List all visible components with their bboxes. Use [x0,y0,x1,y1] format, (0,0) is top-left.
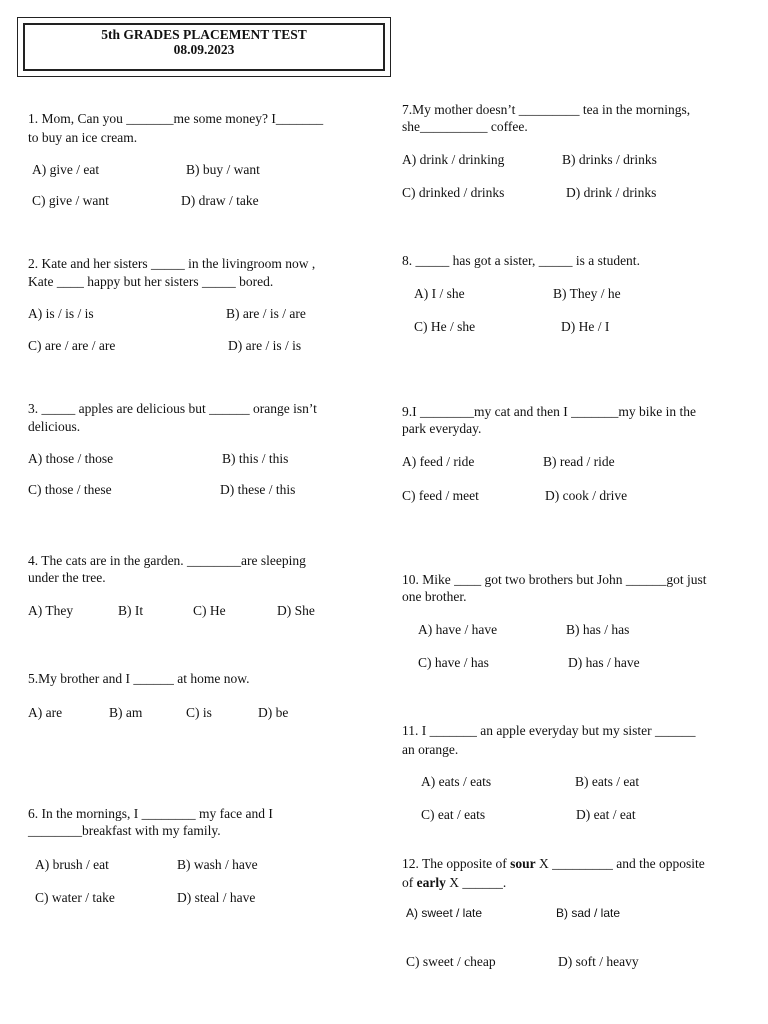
question-3-option-b: B) this / this [222,451,289,466]
question-5-option-d: D) be [258,705,289,720]
question-9-option-a: A) feed / ride [402,454,475,469]
question-12-text-b: X _________ and the opposite [535,856,705,871]
test-title: 5th GRADES PLACEMENT TEST [101,27,307,42]
question-9-option-b: B) read / ride [543,454,615,469]
question-4-line-1: 4. The cats are in the garden. ________are sleeping [28,553,306,568]
question-12-text-d: X ______. [445,875,507,890]
question-10-option-b: B) has / has [566,622,630,637]
question-8-option-b: B) They / he [553,286,621,301]
question-10-option-a: A) have / have [418,622,498,637]
question-9-line-2: park everyday. [402,421,482,436]
question-1-option-a: A) give / eat [32,162,100,177]
question-7-option-c: C) drinked / drinks [402,185,505,200]
question-11-option-c: C) eat / eats [421,807,486,822]
question-7-option-d: D) drink / drinks [566,185,657,200]
question-12-option-c: C) sweet / cheap [406,954,496,969]
question-12-option-d: D) soft / heavy [558,954,639,969]
question-11-line-1: 11. I _______ an apple everyday but my sister ______ [402,723,696,738]
question-1-option-c: C) give / want [32,193,109,208]
question-6-option-b: B) wash / have [177,857,258,872]
question-5-line-1: 5.My brother and I ______ at home now. [28,671,250,686]
question-7-line-1: 7.My mother doesn’t _________ tea in the mornings, [402,102,691,117]
question-12-line-2 [402,874,506,891]
question-6-line-2: ________breakfast with my family. [28,823,221,838]
question-3-option-a: A) those / those [28,451,114,466]
question-9-option-d: D) cook / drive [545,488,628,503]
question-1-option-b: B) buy / want [186,162,260,177]
question-12-text-c: of [402,875,417,890]
question-9-line-1: 9.I ________my cat and then I _______my bike in the [402,404,696,419]
question-4-option-c: C) He [193,603,226,618]
question-11-line-2: an orange. [402,742,459,757]
question-1-line-2: to buy an ice cream. [28,130,138,145]
question-9-option-c: C) feed / meet [402,488,479,503]
question-4-line-2: under the tree. [28,570,106,585]
question-1-line-1: 1. Mom, Can you _______me some money? I_______ [28,111,324,126]
question-12-text-a: 12. The opposite of [402,856,511,871]
question-11-option-b: B) eats / eat [575,774,640,789]
question-12-option-a: A) sweet / late [406,906,483,920]
question-2-option-b: B) are / is / are [226,306,306,321]
question-10-option-d: D) has / have [568,655,640,670]
question-12-line-1 [402,855,705,872]
question-1-option-d: D) draw / take [181,193,259,208]
question-3-line-1: 3. _____ apples are delicious but ______ orange isn’t [28,401,317,416]
question-10-line-2: one brother. [402,589,467,604]
question-6-line-1: 6. In the mornings, I ________ my face and I [28,806,273,821]
question-2-option-a: A) is / is / is [28,306,94,321]
question-8-option-c: C) He / she [414,319,476,334]
question-7-line-2: she__________ coffee. [402,119,528,134]
question-5-option-c: C) is [186,705,212,720]
question-4-option-b: B) It [118,603,144,618]
header-box [17,17,391,77]
question-2-line-1: 2. Kate and her sisters _____ in the livingroom now , [28,256,316,271]
word-early: early [416,875,446,890]
question-8-option-a: A) I / she [414,286,465,301]
question-8-line-1: 8. _____ has got a sister, _____ is a student. [402,253,640,268]
test-date: 08.09.2023 [173,42,235,57]
question-2-option-d: D) are / is / is [228,338,302,353]
question-3-option-c: C) those / these [28,482,112,497]
question-8-option-d: D) He / I [561,319,610,334]
question-3-option-d: D) these / this [220,482,296,497]
question-12-option-b: B) sad / late [556,906,621,920]
header-inner [23,23,385,71]
question-7-option-a: A) drink / drinking [402,152,505,167]
question-5-option-b: B) am [109,705,143,720]
question-6-option-d: D) steal / have [177,890,256,905]
question-2-option-c: C) are / are / are [28,338,116,353]
question-11-option-d: D) eat / eat [576,807,636,822]
question-10-option-c: C) have / has [418,655,489,670]
question-6-option-c: C) water / take [35,890,115,905]
question-7-option-b: B) drinks / drinks [562,152,657,167]
question-2-line-2: Kate ____ happy but her sisters _____ bored. [28,274,274,289]
question-11-option-a: A) eats / eats [421,774,492,789]
word-sour: sour [510,856,536,871]
question-10-line-1: 10. Mike ____ got two brothers but John ______got just [402,572,707,587]
question-4-option-a: A) They [28,603,74,618]
question-3-line-2: delicious. [28,419,81,434]
question-5-option-a: A) are [28,705,63,720]
question-4-option-d: D) She [277,603,315,618]
question-6-option-a: A) brush / eat [35,857,109,872]
